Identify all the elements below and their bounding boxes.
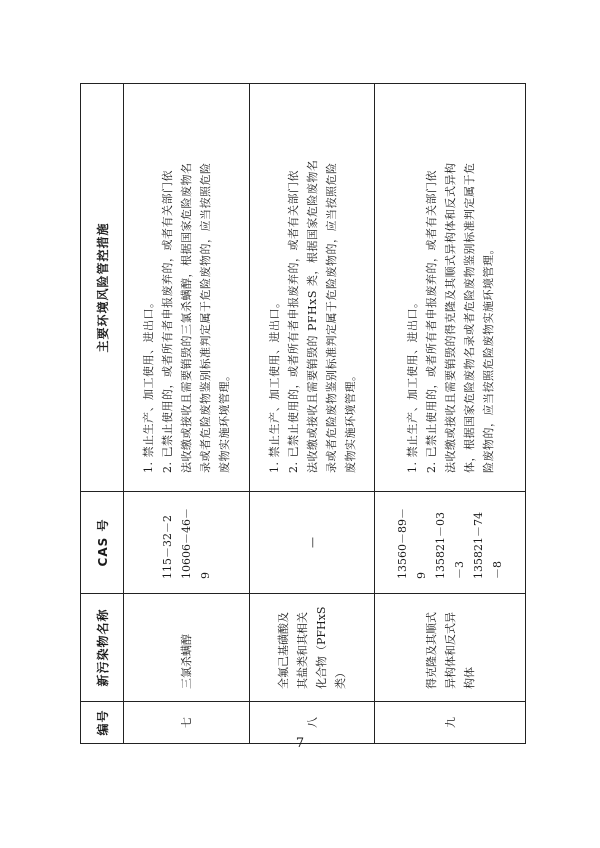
measure-line: 体，根据国家危险废物名录或者危险废物鉴别标准判定属于危 <box>462 162 476 473</box>
measure-line: 2. 已禁止使用的，或者所有者申报废弃的，或者有关部门依 <box>286 170 300 473</box>
measures-cell <box>375 84 526 492</box>
header-name: 新污染物名称 <box>81 594 124 702</box>
measure-line: 废物实施环境管理。 <box>217 369 231 473</box>
measure-line: 录或者危险废物鉴别标准判定属于危险废物的，应当按照危险 <box>198 162 212 473</box>
row-number: 八 <box>249 702 375 744</box>
measure-line: 录或者危险废物鉴别标准判定属于危险废物的，应当按照危险 <box>324 162 338 473</box>
row-number: 九 <box>375 702 526 744</box>
header-cas: CAS 号 <box>81 492 124 594</box>
pollutant-name: 得克隆及其顺式异构体和反式异构体 <box>375 594 526 702</box>
cas-number: 115－32－2 <box>160 515 174 579</box>
table-row <box>375 84 526 744</box>
table-body <box>124 84 526 744</box>
measures-cell <box>124 84 250 492</box>
measure-line: 2. 已禁止使用的，或者所有者申报废弃的，或者有关部门依 <box>424 170 438 473</box>
measure-line: 法收缴或接收且需要销毁的三氯杀螨醇，根据国家危险废物名 <box>179 162 193 473</box>
table-header-row <box>81 84 124 744</box>
table-row <box>124 84 250 744</box>
cas-number: — <box>305 537 319 548</box>
header-measures: 主要环境风险管控措施 <box>81 84 124 492</box>
measure-line: 法收缴或接收且需要销毁的得克隆及其顺式异构体和反式异构 <box>443 162 457 473</box>
cas-number: 135821－03－3 <box>434 512 467 579</box>
measure-line: 2. 已禁止使用的，或者所有者申报废弃的，或者有关部门依 <box>160 170 174 473</box>
pollutant-table <box>80 83 526 744</box>
page-number: — 7 — <box>278 736 322 751</box>
measure-line: 1. 禁止生产、加工使用、进出口。 <box>405 296 419 473</box>
measure-line: 险废物的，应当按照危险废物实施环境管理。 <box>481 243 495 473</box>
cas-number: 135821－74－8 <box>472 512 505 579</box>
measure-line: 1. 禁止生产、加工使用、进出口。 <box>141 296 155 473</box>
cas-cell <box>375 492 526 594</box>
cas-number: 13560－89－9 <box>396 508 429 579</box>
measures-cell <box>249 84 375 492</box>
table-row <box>249 84 375 744</box>
cas-cell <box>249 492 375 594</box>
header-number: 编号 <box>81 702 124 744</box>
measure-line: 1. 禁止生产、加工使用、进出口。 <box>267 296 281 473</box>
row-number: 七 <box>124 702 250 744</box>
pollutant-name: 全氟己基磺酸及其盐类和其相关化合物（PFHxS 类） <box>249 594 375 702</box>
pollutant-name: 三氯杀螨醇 <box>124 594 250 702</box>
measure-line: 废物实施环境管理。 <box>343 369 357 473</box>
rotated-page <box>80 84 526 744</box>
cas-number: 10606－46－9 <box>179 508 212 579</box>
measure-line: 法收缴或接收且需要销毁的 PFHxS 类，根据国家危险废物名 <box>305 159 319 473</box>
cas-cell <box>124 492 250 594</box>
